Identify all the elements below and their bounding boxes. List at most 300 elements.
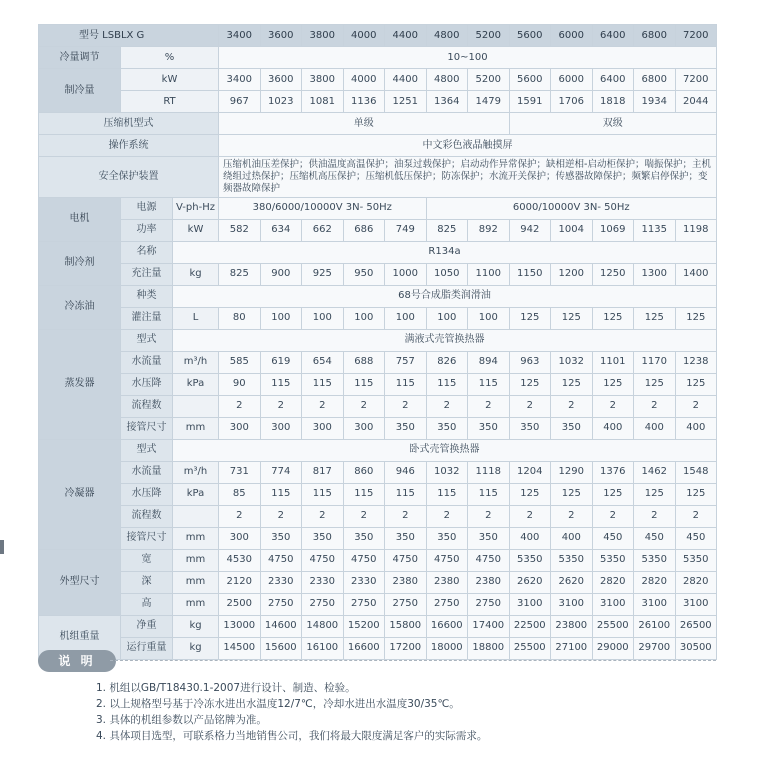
value-cell: 350 bbox=[426, 527, 468, 549]
value-cell: 125 bbox=[634, 307, 676, 329]
value-cell: 115 bbox=[426, 373, 468, 395]
unit-cell: kW bbox=[121, 69, 219, 91]
value-cell: 125 bbox=[675, 307, 717, 329]
value-cell: 731 bbox=[219, 461, 261, 483]
value-cell: 1400 bbox=[675, 263, 717, 285]
row-label: 操作系统 bbox=[39, 135, 219, 157]
value-cell: 2750 bbox=[468, 593, 510, 615]
value-cell: 5350 bbox=[675, 549, 717, 571]
value-cell: 17400 bbox=[468, 615, 510, 637]
table-row bbox=[39, 351, 717, 373]
value-cell: 946 bbox=[385, 461, 427, 483]
value-cell: 350 bbox=[551, 417, 593, 439]
value-cell: 1032 bbox=[551, 351, 593, 373]
value-cell: 2 bbox=[343, 505, 385, 527]
value-cell: 125 bbox=[634, 483, 676, 505]
value-cell: 380/6000/10000V 3N- 50Hz bbox=[219, 197, 427, 219]
value-cell: 2 bbox=[260, 395, 302, 417]
value-cell: 2330 bbox=[343, 571, 385, 593]
value-cell: 压缩机油压差保护；供油温度高温保护；油泵过载保护；启动动作异常保护；缺相逆相-启动柜保护；喘振保护；主机绕组过热保护；压缩机高压保护；压缩机低压保护；防冻保护；水流开关保护；传感器故障保护；频繁启停保护；变频器故障保护 bbox=[219, 157, 717, 198]
value-cell: 686 bbox=[343, 219, 385, 241]
table-row bbox=[39, 135, 717, 157]
row-label: 水压降 bbox=[121, 483, 173, 505]
row-label: 运行重量 bbox=[121, 637, 173, 659]
value-cell: 1548 bbox=[675, 461, 717, 483]
value-cell: 125 bbox=[509, 373, 551, 395]
value-cell: 350 bbox=[343, 527, 385, 549]
value-cell: 100 bbox=[343, 307, 385, 329]
model-header-cell: 3400 bbox=[219, 25, 261, 47]
value-cell: 1118 bbox=[468, 461, 510, 483]
value-cell: 4750 bbox=[260, 549, 302, 571]
model-header-cell: 4800 bbox=[426, 25, 468, 47]
value-cell: 满液式壳管换热器 bbox=[173, 329, 717, 351]
value-cell: 25500 bbox=[592, 615, 634, 637]
value-cell: 1364 bbox=[426, 91, 468, 113]
value-cell: 400 bbox=[592, 417, 634, 439]
table-row bbox=[39, 307, 717, 329]
value-cell: 4000 bbox=[343, 69, 385, 91]
value-cell: 115 bbox=[385, 373, 427, 395]
value-cell: 115 bbox=[260, 373, 302, 395]
value-cell: 1101 bbox=[592, 351, 634, 373]
value-cell: 29000 bbox=[592, 637, 634, 659]
unit-cell: mm bbox=[173, 571, 219, 593]
value-cell: 2820 bbox=[675, 571, 717, 593]
value-cell: 100 bbox=[260, 307, 302, 329]
value-cell: 5600 bbox=[509, 69, 551, 91]
value-cell: 4750 bbox=[302, 549, 344, 571]
value-cell: 15600 bbox=[260, 637, 302, 659]
value-cell: 3600 bbox=[260, 69, 302, 91]
value-cell: 350 bbox=[302, 527, 344, 549]
table-row bbox=[39, 197, 717, 219]
note-item: 2. 以上规格型号基于冷冻水进出水温度12/7℃，冷却水进出水温度30/35℃。 bbox=[96, 698, 460, 710]
value-cell: 450 bbox=[675, 527, 717, 549]
table-row bbox=[39, 637, 717, 659]
value-cell: 100 bbox=[302, 307, 344, 329]
value-cell: 619 bbox=[260, 351, 302, 373]
value-cell: 125 bbox=[551, 483, 593, 505]
value-cell: 1251 bbox=[385, 91, 427, 113]
value-cell: 2 bbox=[302, 505, 344, 527]
value-cell: 825 bbox=[219, 263, 261, 285]
table-row bbox=[39, 329, 717, 351]
model-header-cell: 6400 bbox=[592, 25, 634, 47]
value-cell: 10~100 bbox=[219, 47, 717, 69]
row-label: 接管尺寸 bbox=[121, 417, 173, 439]
category-label: 电机 bbox=[39, 197, 121, 241]
value-cell: 3800 bbox=[302, 69, 344, 91]
category-label: 冷冻油 bbox=[39, 285, 121, 329]
value-cell: 1170 bbox=[634, 351, 676, 373]
value-cell: 5350 bbox=[592, 549, 634, 571]
model-header-label: 型号 LSBLX G bbox=[39, 25, 219, 47]
model-header-cell: 6000 bbox=[551, 25, 593, 47]
value-cell: 15800 bbox=[385, 615, 427, 637]
value-cell: R134a bbox=[173, 241, 717, 263]
value-cell: 2 bbox=[219, 505, 261, 527]
value-cell: 6000 bbox=[551, 69, 593, 91]
value-cell: 7200 bbox=[675, 69, 717, 91]
value-cell: 2380 bbox=[385, 571, 427, 593]
value-cell: 15200 bbox=[343, 615, 385, 637]
row-label: 净重 bbox=[121, 615, 173, 637]
value-cell: 2 bbox=[219, 395, 261, 417]
value-cell: 6400 bbox=[592, 69, 634, 91]
unit-cell: kPa bbox=[173, 373, 219, 395]
value-cell: 2 bbox=[509, 505, 551, 527]
value-cell: 5200 bbox=[468, 69, 510, 91]
value-cell: 3100 bbox=[551, 593, 593, 615]
unit-cell: kg bbox=[173, 615, 219, 637]
unit-cell: kPa bbox=[173, 483, 219, 505]
table-row bbox=[39, 571, 717, 593]
value-cell: 4400 bbox=[385, 69, 427, 91]
table-row bbox=[39, 263, 717, 285]
value-cell: 1934 bbox=[634, 91, 676, 113]
value-cell: 654 bbox=[302, 351, 344, 373]
model-header-cell: 6800 bbox=[634, 25, 676, 47]
value-cell: 22500 bbox=[509, 615, 551, 637]
value-cell: 13000 bbox=[219, 615, 261, 637]
table-row bbox=[39, 461, 717, 483]
value-cell: 100 bbox=[426, 307, 468, 329]
value-cell: 100 bbox=[468, 307, 510, 329]
unit-cell: mm bbox=[173, 549, 219, 571]
value-cell: 115 bbox=[343, 483, 385, 505]
value-cell: 688 bbox=[343, 351, 385, 373]
value-cell: 5350 bbox=[551, 549, 593, 571]
value-cell: 2 bbox=[592, 505, 634, 527]
value-cell: 860 bbox=[343, 461, 385, 483]
value-cell: 2 bbox=[509, 395, 551, 417]
value-cell: 125 bbox=[509, 483, 551, 505]
value-cell: 4800 bbox=[426, 69, 468, 91]
value-cell: 400 bbox=[509, 527, 551, 549]
value-cell: 1198 bbox=[675, 219, 717, 241]
category-label: 制冷量 bbox=[39, 69, 121, 113]
value-cell: 1706 bbox=[551, 91, 593, 113]
table-row bbox=[39, 395, 717, 417]
value-cell: 2 bbox=[675, 505, 717, 527]
value-cell: 450 bbox=[634, 527, 676, 549]
value-cell: 85 bbox=[219, 483, 261, 505]
header-row bbox=[39, 25, 717, 47]
unit-cell bbox=[173, 505, 219, 527]
row-label: 深 bbox=[121, 571, 173, 593]
value-cell: 18000 bbox=[426, 637, 468, 659]
category-label: 制冷剂 bbox=[39, 241, 121, 285]
value-cell: 350 bbox=[468, 417, 510, 439]
value-cell: 1032 bbox=[426, 461, 468, 483]
value-cell: 2 bbox=[675, 395, 717, 417]
value-cell: 80 bbox=[219, 307, 261, 329]
row-label: 灌注量 bbox=[121, 307, 173, 329]
row-label: 接管尺寸 bbox=[121, 527, 173, 549]
value-cell: 2 bbox=[634, 395, 676, 417]
value-cell: 3100 bbox=[675, 593, 717, 615]
row-label: 水流量 bbox=[121, 461, 173, 483]
value-cell: 5350 bbox=[509, 549, 551, 571]
value-cell: 2120 bbox=[219, 571, 261, 593]
unit-cell: mm bbox=[173, 593, 219, 615]
value-cell: 115 bbox=[468, 373, 510, 395]
spec-sheet bbox=[38, 24, 716, 660]
value-cell: 749 bbox=[385, 219, 427, 241]
model-header-cell: 7200 bbox=[675, 25, 717, 47]
unit-cell: kg bbox=[173, 637, 219, 659]
value-cell: 2750 bbox=[260, 593, 302, 615]
value-cell: 1376 bbox=[592, 461, 634, 483]
value-cell: 2330 bbox=[260, 571, 302, 593]
value-cell: 2330 bbox=[302, 571, 344, 593]
value-cell: 2750 bbox=[302, 593, 344, 615]
value-cell: 634 bbox=[260, 219, 302, 241]
model-header-cell: 3800 bbox=[302, 25, 344, 47]
value-cell: 1050 bbox=[426, 263, 468, 285]
value-cell: 963 bbox=[509, 351, 551, 373]
value-cell: 1150 bbox=[509, 263, 551, 285]
value-cell: 300 bbox=[260, 417, 302, 439]
value-cell: 894 bbox=[468, 351, 510, 373]
value-cell: 350 bbox=[509, 417, 551, 439]
value-cell: 2620 bbox=[551, 571, 593, 593]
category-label: 蒸发器 bbox=[39, 329, 121, 439]
table-row bbox=[39, 157, 717, 198]
value-cell: 5350 bbox=[634, 549, 676, 571]
table-row bbox=[39, 439, 717, 461]
value-cell: 2 bbox=[592, 395, 634, 417]
table-row bbox=[39, 219, 717, 241]
value-cell: 2 bbox=[385, 505, 427, 527]
value-cell: 582 bbox=[219, 219, 261, 241]
value-cell: 单级 bbox=[219, 113, 510, 135]
value-cell: 14500 bbox=[219, 637, 261, 659]
value-cell: 300 bbox=[219, 527, 261, 549]
value-cell: 90 bbox=[219, 373, 261, 395]
value-cell: 400 bbox=[551, 527, 593, 549]
category-label: 机组重量 bbox=[39, 615, 121, 659]
value-cell: 400 bbox=[675, 417, 717, 439]
value-cell: 350 bbox=[468, 527, 510, 549]
value-cell: 卧式壳管换热器 bbox=[173, 439, 717, 461]
unit-cell: kg bbox=[173, 263, 219, 285]
value-cell: 300 bbox=[343, 417, 385, 439]
value-cell: 2044 bbox=[675, 91, 717, 113]
value-cell: 4750 bbox=[468, 549, 510, 571]
value-cell: 1200 bbox=[551, 263, 593, 285]
value-cell: 1204 bbox=[509, 461, 551, 483]
unit-cell: m³/h bbox=[173, 351, 219, 373]
table-row bbox=[39, 593, 717, 615]
spec-table-body bbox=[39, 25, 717, 660]
value-cell: 1136 bbox=[343, 91, 385, 113]
value-cell: 2 bbox=[385, 395, 427, 417]
value-cell: 2 bbox=[551, 395, 593, 417]
value-cell: 350 bbox=[426, 417, 468, 439]
value-cell: 300 bbox=[302, 417, 344, 439]
value-cell: 2 bbox=[468, 395, 510, 417]
model-header-cell: 3600 bbox=[260, 25, 302, 47]
model-header-cell: 5200 bbox=[468, 25, 510, 47]
value-cell: 125 bbox=[592, 307, 634, 329]
value-cell: 1000 bbox=[385, 263, 427, 285]
value-cell: 967 bbox=[219, 91, 261, 113]
value-cell: 中文彩色液晶触摸屏 bbox=[219, 135, 717, 157]
row-label: 安全保护装置 bbox=[39, 157, 219, 198]
value-cell: 115 bbox=[385, 483, 427, 505]
table-row bbox=[39, 285, 717, 307]
table-row bbox=[39, 373, 717, 395]
value-cell: 16600 bbox=[343, 637, 385, 659]
value-cell: 125 bbox=[634, 373, 676, 395]
unit-cell bbox=[173, 395, 219, 417]
value-cell: 3100 bbox=[592, 593, 634, 615]
notes-list bbox=[96, 680, 487, 744]
value-cell: 4750 bbox=[385, 549, 427, 571]
value-cell: 25500 bbox=[509, 637, 551, 659]
value-cell: 3100 bbox=[634, 593, 676, 615]
value-cell: 1250 bbox=[592, 263, 634, 285]
value-cell: 1479 bbox=[468, 91, 510, 113]
row-label: 流程数 bbox=[121, 395, 173, 417]
unit-cell: RT bbox=[121, 91, 219, 113]
model-header-cell: 4400 bbox=[385, 25, 427, 47]
value-cell: 115 bbox=[302, 373, 344, 395]
value-cell: 6000/10000V 3N- 50Hz bbox=[426, 197, 717, 219]
table-row bbox=[39, 417, 717, 439]
value-cell: 16600 bbox=[426, 615, 468, 637]
value-cell: 17200 bbox=[385, 637, 427, 659]
value-cell: 1238 bbox=[675, 351, 717, 373]
value-cell: 115 bbox=[302, 483, 344, 505]
row-label: 水流量 bbox=[121, 351, 173, 373]
value-cell: 115 bbox=[260, 483, 302, 505]
value-cell: 662 bbox=[302, 219, 344, 241]
row-label: 宽 bbox=[121, 549, 173, 571]
value-cell: 1135 bbox=[634, 219, 676, 241]
value-cell: 115 bbox=[426, 483, 468, 505]
page-edge-mark bbox=[0, 540, 4, 554]
value-cell: 23800 bbox=[551, 615, 593, 637]
value-cell: 1300 bbox=[634, 263, 676, 285]
value-cell: 2750 bbox=[426, 593, 468, 615]
value-cell: 925 bbox=[302, 263, 344, 285]
value-cell: 1069 bbox=[592, 219, 634, 241]
value-cell: 125 bbox=[551, 307, 593, 329]
row-label: 型式 bbox=[121, 439, 173, 461]
row-label: 名称 bbox=[121, 241, 173, 263]
value-cell: 4530 bbox=[219, 549, 261, 571]
table-row bbox=[39, 527, 717, 549]
value-cell: 757 bbox=[385, 351, 427, 373]
value-cell: 125 bbox=[551, 373, 593, 395]
value-cell: 1462 bbox=[634, 461, 676, 483]
value-cell: 2 bbox=[551, 505, 593, 527]
value-cell: 14800 bbox=[302, 615, 344, 637]
value-cell: 26100 bbox=[634, 615, 676, 637]
value-cell: 950 bbox=[343, 263, 385, 285]
category-label: 冷凝器 bbox=[39, 439, 121, 549]
table-row bbox=[39, 241, 717, 263]
value-cell: 300 bbox=[219, 417, 261, 439]
unit-cell: % bbox=[121, 47, 219, 69]
value-cell: 18800 bbox=[468, 637, 510, 659]
value-cell: 125 bbox=[592, 483, 634, 505]
model-header-cell: 4000 bbox=[343, 25, 385, 47]
value-cell: 1023 bbox=[260, 91, 302, 113]
row-label: 流程数 bbox=[121, 505, 173, 527]
value-cell: 30500 bbox=[675, 637, 717, 659]
value-cell: 900 bbox=[260, 263, 302, 285]
value-cell: 27100 bbox=[551, 637, 593, 659]
value-cell: 2 bbox=[634, 505, 676, 527]
value-cell: 817 bbox=[302, 461, 344, 483]
value-cell: 826 bbox=[426, 351, 468, 373]
value-cell: 450 bbox=[592, 527, 634, 549]
value-cell: 2 bbox=[426, 395, 468, 417]
value-cell: 350 bbox=[260, 527, 302, 549]
value-cell: 350 bbox=[385, 527, 427, 549]
value-cell: 2 bbox=[260, 505, 302, 527]
value-cell: 825 bbox=[426, 219, 468, 241]
value-cell: 2380 bbox=[468, 571, 510, 593]
value-cell: 14600 bbox=[260, 615, 302, 637]
value-cell: 3400 bbox=[219, 69, 261, 91]
value-cell: 2820 bbox=[592, 571, 634, 593]
unit-cell: L bbox=[173, 307, 219, 329]
value-cell: 68号合成脂类润滑油 bbox=[173, 285, 717, 307]
notes-divider bbox=[110, 660, 716, 661]
unit-cell: mm bbox=[173, 417, 219, 439]
table-row bbox=[39, 549, 717, 571]
row-label: 水压降 bbox=[121, 373, 173, 395]
value-cell: 2750 bbox=[343, 593, 385, 615]
value-cell: 1591 bbox=[509, 91, 551, 113]
notes-title: 说 明 bbox=[38, 650, 116, 672]
table-row bbox=[39, 615, 717, 637]
value-cell: 585 bbox=[219, 351, 261, 373]
category-label: 外型尺寸 bbox=[39, 549, 121, 615]
table-row bbox=[39, 113, 717, 135]
unit-cell: m³/h bbox=[173, 461, 219, 483]
value-cell: 26500 bbox=[675, 615, 717, 637]
value-cell: 1290 bbox=[551, 461, 593, 483]
spec-table bbox=[38, 24, 717, 660]
value-cell: 115 bbox=[468, 483, 510, 505]
value-cell: 2380 bbox=[426, 571, 468, 593]
value-cell: 125 bbox=[592, 373, 634, 395]
value-cell: 125 bbox=[509, 307, 551, 329]
value-cell: 892 bbox=[468, 219, 510, 241]
value-cell: 1818 bbox=[592, 91, 634, 113]
value-cell: 1004 bbox=[551, 219, 593, 241]
row-label: 充注量 bbox=[121, 263, 173, 285]
value-cell: 400 bbox=[634, 417, 676, 439]
table-row bbox=[39, 505, 717, 527]
note-item: 1. 机组以GB/T18430.1-2007进行设计、制造、检验。 bbox=[96, 682, 356, 694]
value-cell: 125 bbox=[675, 483, 717, 505]
note-item: 3. 具体的机组参数以产品铭牌为准。 bbox=[96, 714, 267, 726]
value-cell: 双级 bbox=[509, 113, 717, 135]
value-cell: 4750 bbox=[426, 549, 468, 571]
note-item: 4. 具体项目选型，可联系格力当地销售公司，我们将最大限度满足客户的实际需求。 bbox=[96, 730, 488, 742]
value-cell: 3100 bbox=[509, 593, 551, 615]
value-cell: 6800 bbox=[634, 69, 676, 91]
value-cell: 2620 bbox=[509, 571, 551, 593]
value-cell: 16100 bbox=[302, 637, 344, 659]
